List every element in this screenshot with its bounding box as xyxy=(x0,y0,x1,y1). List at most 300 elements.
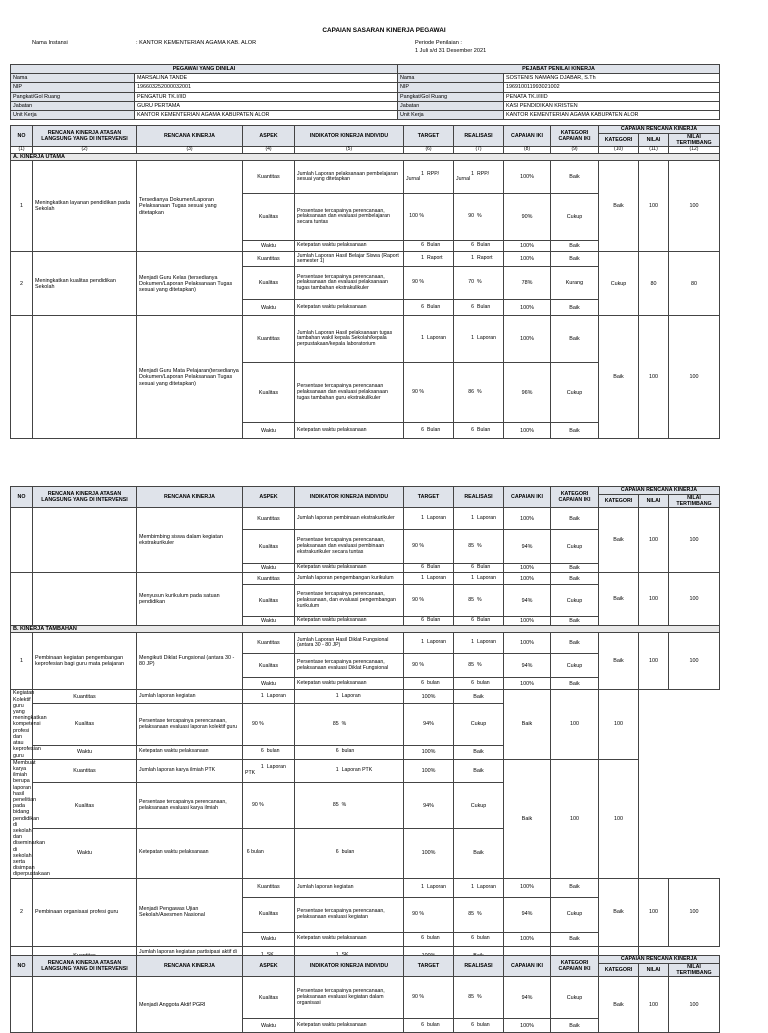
pejabat-value: SOSTENIS NAMANG DJABAR, S.Th xyxy=(504,74,720,83)
pejabat-label: Unit Kerja xyxy=(398,110,504,119)
nilai-tertimbang-cell: 100 xyxy=(669,878,720,946)
realisasi-cell: 6 Bulan xyxy=(454,300,504,316)
aspek-cell: Kuantitas xyxy=(33,690,137,704)
column-number: (1) xyxy=(11,147,33,154)
indikator-cell: Persentase tercapainya perencanaan, pelaksanaan dan evaluasi pembinaan ekstrakurikuler secara tuntas xyxy=(295,530,404,564)
col-nilai-tertimbang: NILAI TERTIMBANG xyxy=(669,964,720,977)
kategori-iki-cell: Baik xyxy=(454,829,504,878)
target-cell: 6 bulan xyxy=(243,745,295,759)
nilai-tertimbang-cell: 100 xyxy=(669,977,720,1033)
aspek-cell: Kualitas xyxy=(243,977,295,1019)
capaian-iki-cell: 100% xyxy=(504,423,551,439)
col-capaian-iki: CAPAIAN IKI xyxy=(504,956,551,977)
pejabat-value: KASI PENDIDIKAN KRISTEN xyxy=(504,101,720,110)
column-number: (5) xyxy=(295,147,404,154)
row-number: 2 xyxy=(11,878,33,946)
capaian-iki-cell: 90% xyxy=(504,194,551,241)
aspek-cell: Kuantitas xyxy=(243,633,295,654)
column-number: (6) xyxy=(404,147,454,154)
capaian-iki-cell: 100% xyxy=(404,745,454,759)
row-number xyxy=(11,573,33,626)
rencana-kinerja: Membuat karya ilmiah berupa laporan hasil penelitian pada bidang pendidikan di sekolah dan diseminarkan di sekolah serta disimpan diperpustakaan xyxy=(11,759,33,878)
capaian-iki-cell: 100% xyxy=(504,878,551,897)
col-capaian-iki: CAPAIAN IKI xyxy=(504,126,551,147)
rencana-kinerja-atasan: Pembinaan organisasi profesi guru xyxy=(33,878,137,946)
realisasi-cell: 85 % xyxy=(454,654,504,678)
capaian-iki-cell: 94% xyxy=(504,977,551,1019)
nilai-tertimbang-cell: 100 xyxy=(669,573,720,626)
pegawai-value: KANTOR KEMENTERIAN AGAMA KABUPATEN ALOR xyxy=(135,110,398,119)
aspek-cell: Kualitas xyxy=(243,585,295,617)
target-cell: 90 % xyxy=(404,585,454,617)
instansi-value: : KANTOR KEMENTERIAN AGAMA KAB. ALOR xyxy=(136,40,257,46)
indikator-cell: Jumlah laporan kegiatan partisipasi aktif di xyxy=(137,946,243,966)
table-header xyxy=(11,487,720,508)
realisasi-cell: 6 bulan xyxy=(295,745,404,759)
kategori-iki-cell: Baik xyxy=(551,508,599,530)
realisasi-cell: 1 Raport xyxy=(454,252,504,267)
column-number: (9) xyxy=(551,147,599,154)
realisasi-cell: 6 Bulan xyxy=(454,241,504,252)
aspek-cell: Waktu xyxy=(243,241,295,252)
realisasi-cell: 85 % xyxy=(454,897,504,932)
aspek-cell: Waktu xyxy=(243,617,295,626)
nilai-cell: 80 xyxy=(639,252,669,316)
indikator-cell: Ketepatan waktu pelaksanaan xyxy=(295,1019,404,1033)
target-cell: 6 bulan xyxy=(404,678,454,690)
indikator-cell: Persentase tercapainya perencanaan, pelaksanaan evaluasi Diklat Fungsional xyxy=(295,654,404,678)
capaian-iki-cell: 100% xyxy=(504,564,551,573)
kategori-rk-cell: Baik xyxy=(504,759,551,878)
realisasi-cell: 85 % xyxy=(295,783,404,829)
kategori-iki-cell: Baik xyxy=(551,161,599,194)
target-cell: 6 Bulan xyxy=(404,423,454,439)
aspek-cell: Waktu xyxy=(33,745,137,759)
pejabat-value: KANTOR KEMENTERIAN AGAMA KABUPATEN ALOR xyxy=(504,110,720,119)
capaian-iki-cell: 100% xyxy=(504,316,551,363)
col-nilai-tertimbang: NILAI TERTIMBANG xyxy=(669,495,720,508)
indikator-cell: Jumlah laporan pengembangan kurikulum xyxy=(295,573,404,585)
capaian-iki-cell: 100% xyxy=(504,573,551,585)
kategori-iki-cell: Baik xyxy=(551,617,599,626)
indikator-cell: Jumlah Laporan Hasil Belajar Siswa (Raport semester 1) xyxy=(295,252,404,267)
target-cell: 90 % xyxy=(404,977,454,1019)
col-kategori-capaian-iki: KATEGORI CAPAIAN IKI xyxy=(551,487,599,508)
periode-value: 1 Juli s/d 31 Desember 2021 xyxy=(415,48,487,54)
indikator-cell: Jumlah Laporan pelaksanaan pembelajaran sesuai yang ditetapkan xyxy=(295,161,404,194)
aspek-cell: Waktu xyxy=(243,423,295,439)
capaian-iki-cell: 96% xyxy=(504,363,551,423)
aspek-cell: Kuantitas xyxy=(243,161,295,194)
kategori-rk-cell: Baik xyxy=(599,316,639,439)
table-row xyxy=(11,161,720,194)
indikator-cell: Jumlah Laporan Hasil pelaksanaan tugas tambahan wakil kepala Sekolah/kepala perpustakaan/kepala laboratorium xyxy=(295,316,404,363)
table-row xyxy=(11,759,720,783)
rencana-kinerja-atasan: Meningkatkan layanan pendidikan pada Sekolah xyxy=(33,161,137,252)
kategori-rk-cell: Baik xyxy=(599,633,639,690)
indikator-cell: Persentase tercapainya perencanaan, pelaksanaan evaluasi kegiatan xyxy=(295,897,404,932)
col-rencana-kinerja-atasan: RENCANA KINERJA ATASAN LANGSUNG YANG DI INTERVENSI xyxy=(33,126,137,147)
col-no: NO xyxy=(11,956,33,977)
indikator-cell: Ketepatan waktu pelaksanaan xyxy=(137,829,243,878)
realisasi-cell: 85 % xyxy=(454,585,504,617)
target-cell: 90 % xyxy=(404,654,454,678)
capaian-iki-cell: 94% xyxy=(404,783,454,829)
col-capaian-rencana-kinerja: CAPAIAN RENCANA KINERJA xyxy=(599,956,720,964)
nilai-cell: 100 xyxy=(639,573,669,626)
realisasi-cell: 1 Laporan xyxy=(454,633,504,654)
target-cell: 6 Bulan xyxy=(404,241,454,252)
target-cell: 6 bulan xyxy=(404,1019,454,1033)
aspek-cell: Waktu xyxy=(243,564,295,573)
nilai-tertimbang-cell: 100 xyxy=(669,508,720,573)
kategori-iki-cell: Cukup xyxy=(454,704,504,746)
kategori-iki-cell: Baik xyxy=(454,759,504,783)
kategori-iki-cell: Baik xyxy=(551,423,599,439)
capaian-iki-cell: 94% xyxy=(504,585,551,617)
capaian-iki-cell: 100% xyxy=(504,617,551,626)
col-capaian-rencana-kinerja: CAPAIAN RENCANA KINERJA xyxy=(599,487,720,495)
kategori-rk-cell: Cukup xyxy=(599,252,639,316)
realisasi-cell: 6 Bulan xyxy=(454,564,504,573)
target-cell: 90 % xyxy=(404,897,454,932)
aspek-cell: Kualitas xyxy=(33,783,137,829)
nilai-cell: 100 xyxy=(639,508,669,573)
column-number: (3) xyxy=(137,147,243,154)
target-cell: 1 Laporan PTK xyxy=(243,759,295,783)
kategori-rk-cell: Baik xyxy=(599,977,639,1033)
realisasi-cell: 85 % xyxy=(454,530,504,564)
aspek-cell: Waktu xyxy=(33,829,137,878)
kategori-iki-cell: Baik xyxy=(551,573,599,585)
capaian-iki-cell: 100% xyxy=(504,633,551,654)
realisasi-cell: 86 % xyxy=(454,363,504,423)
col-nilai: NILAI xyxy=(639,964,669,977)
rencana-kinerja-atasan xyxy=(33,316,137,439)
target-cell: 6 bulan xyxy=(243,829,295,878)
capaian-iki-cell: 94% xyxy=(404,704,454,746)
target-cell: 90 % xyxy=(243,783,295,829)
aspek-cell: Kuantitas xyxy=(33,759,137,783)
capaian-iki-cell: 100% xyxy=(504,678,551,690)
table-row xyxy=(11,878,720,897)
col-aspek: ASPEK xyxy=(243,126,295,147)
realisasi-cell: 1 Laporan xyxy=(454,316,504,363)
capaian-iki-cell: 78% xyxy=(504,267,551,300)
nilai-tertimbang-cell: 100 xyxy=(599,759,639,878)
indikator-cell: Ketepatan waktu pelaksanaan xyxy=(295,564,404,573)
realisasi-cell: 1 Laporan xyxy=(454,573,504,585)
pegawai-label: Pangkat/Gol Ruang xyxy=(11,92,135,101)
column-number: (8) xyxy=(504,147,551,154)
col-aspek: ASPEK xyxy=(243,487,295,508)
realisasi-cell: 1 Laporan PTK xyxy=(295,759,404,783)
col-nilai: NILAI xyxy=(639,495,669,508)
realisasi-cell: 6 bulan xyxy=(454,1019,504,1033)
capaian-iki-cell: 100% xyxy=(504,1019,551,1033)
target-cell: 1 Laporan xyxy=(404,316,454,363)
col-realisasi: REALISASI xyxy=(454,487,504,508)
row-number: 1 xyxy=(11,161,33,252)
rencana-kinerja: Menjadi Anggota Aktif PGRI xyxy=(137,977,243,1033)
aspek-cell: Kualitas xyxy=(33,704,137,746)
table-row xyxy=(11,316,720,363)
aspek-cell: Kuantitas xyxy=(243,573,295,585)
col-rencana-kinerja-atasan: RENCANA KINERJA ATASAN LANGSUNG YANG DI INTERVENSI xyxy=(33,956,137,977)
realisasi-cell: 1 RPP/ Jurnal xyxy=(454,161,504,194)
kategori-iki-cell: Cukup xyxy=(454,783,504,829)
rencana-kinerja-atasan xyxy=(33,508,137,573)
indikator-cell: Persentase tercapainya perencanaan, pelaksanaan evaluasi karya ilmiah xyxy=(137,783,243,829)
realisasi-cell: 85 % xyxy=(454,977,504,1019)
pegawai-label: Unit Kerja xyxy=(11,110,135,119)
periode-label: Periode Penilaian : xyxy=(415,40,462,46)
pegawai-header: PEGAWAI YANG DINILAI xyxy=(11,65,398,74)
kategori-rk-cell: Baik xyxy=(599,508,639,573)
target-cell: 6 Bulan xyxy=(404,300,454,316)
aspek-cell: Kualitas xyxy=(243,363,295,423)
pegawai-value: 196603252000032001 xyxy=(135,83,398,92)
pejabat-label: NIP xyxy=(398,83,504,92)
capaian-iki-cell: 100% xyxy=(504,161,551,194)
target-cell: 1 Laporan xyxy=(404,508,454,530)
aspek-cell: Kuantitas xyxy=(243,508,295,530)
indikator-cell: Persentase tercapainya perencanaan, pelaksanaan evaluasi laporan kolektif guru xyxy=(137,704,243,746)
target-cell: 1 Laporan xyxy=(404,573,454,585)
kinerja-table-page-3 xyxy=(10,955,720,1033)
realisasi-cell: 6 Bulan xyxy=(454,423,504,439)
rencana-kinerja: Menjadi Guru Mata Pelajaran(tersedianya Dokumen/Laporan Pelaksanaan Tugas sesuai yang ditetapkan) xyxy=(137,316,243,439)
kategori-iki-cell: Cukup xyxy=(551,977,599,1019)
target-cell: 1 RPP/ Jurnal xyxy=(404,161,454,194)
indikator-cell: Ketepatan waktu pelaksanaan xyxy=(137,745,243,759)
capaian-iki-cell: 100% xyxy=(404,690,454,704)
indikator-cell: Ketepatan waktu pelaksanaan xyxy=(295,423,404,439)
aspek-cell: Waktu xyxy=(243,678,295,690)
pegawai-value: PENGATUR TK.I/IID xyxy=(135,92,398,101)
pegawai-label: NIP xyxy=(11,83,135,92)
aspek-cell: Kualitas xyxy=(243,267,295,300)
kategori-iki-cell: Cukup xyxy=(551,897,599,932)
aspek-cell: Waktu xyxy=(243,932,295,946)
row-number: 1 xyxy=(11,633,33,690)
table-header xyxy=(11,126,720,154)
nilai-tertimbang-cell: 100 xyxy=(669,316,720,439)
table-header xyxy=(11,956,720,977)
instansi-label: Nama Instansi xyxy=(32,40,68,46)
capaian-iki-cell: 100% xyxy=(504,300,551,316)
col-nilai-tertimbang: NILAI TERTIMBANG xyxy=(669,134,720,147)
pegawai-label: Jabatan xyxy=(11,101,135,110)
row-number xyxy=(11,977,33,1033)
indikator-cell: Jumlah Laporan Hasil Diklat Fungsional (antara 30 - 80 JP) xyxy=(295,633,404,654)
col-rencana-kinerja-atasan: RENCANA KINERJA ATASAN LANGSUNG YANG DI INTERVENSI xyxy=(33,487,137,508)
indikator-cell: Jumlah laporan kegiatan xyxy=(137,690,243,704)
rencana-kinerja: Menjadi Guru Kelas (tersedianya Dokumen/Laporan Pelaksanaan Tugas sesuai yang ditetapkan) xyxy=(137,252,243,316)
nilai-cell: 100 xyxy=(639,633,669,690)
aspek-cell: Kualitas xyxy=(243,530,295,564)
col-target: TARGET xyxy=(404,956,454,977)
column-number: (10) xyxy=(599,147,639,154)
aspek-cell: Kualitas xyxy=(243,897,295,932)
capaian-iki-cell: 100% xyxy=(404,829,454,878)
kategori-iki-cell: Baik xyxy=(551,316,599,363)
kategori-iki-cell: Baik xyxy=(551,1019,599,1033)
col-realisasi: REALISASI xyxy=(454,126,504,147)
target-cell: 6 Bulan xyxy=(404,617,454,626)
aspek-cell: Kualitas xyxy=(243,654,295,678)
section-kinerja-utama: A. KINERJA UTAMA xyxy=(11,154,720,161)
realisasi-cell: 90 % xyxy=(454,194,504,241)
indikator-cell: Jumlah laporan karya ilmiah PTK xyxy=(137,759,243,783)
column-number: (7) xyxy=(454,147,504,154)
row-number: 2 xyxy=(11,252,33,316)
section-kinerja-tambahan: B. KINERJA TAMBAHAN xyxy=(11,626,720,633)
col-kategori: KATEGORI xyxy=(599,964,639,977)
kategori-iki-cell: Cukup xyxy=(551,363,599,423)
col-kategori-capaian-iki: KATEGORI CAPAIAN IKI xyxy=(551,126,599,147)
col-kategori-capaian-iki: KATEGORI CAPAIAN IKI xyxy=(551,956,599,977)
kinerja-table-page-2 xyxy=(10,486,720,967)
col-no: NO xyxy=(11,487,33,508)
col-capaian-rencana-kinerja: CAPAIAN RENCANA KINERJA xyxy=(599,126,720,134)
pejabat-value: 196910011993021002 xyxy=(504,83,720,92)
indikator-cell: Persentase tercapainya perencanaan pelaksanaan dan evaluasi pelaksanaan tugas tambahan guru ekstrakulikuler xyxy=(295,363,404,423)
kategori-iki-cell: Kurang xyxy=(551,267,599,300)
target-cell: 90 % xyxy=(243,704,295,746)
pejabat-value: PENATA TK.I/IIID xyxy=(504,92,720,101)
row-number xyxy=(11,316,33,439)
kinerja-table-page-1 xyxy=(10,125,720,439)
capaian-iki-cell: 100% xyxy=(504,241,551,252)
col-kategori: KATEGORI xyxy=(599,134,639,147)
kategori-iki-cell: Cukup xyxy=(551,585,599,617)
realisasi-cell: 6 bulan xyxy=(454,932,504,946)
col-kategori: KATEGORI xyxy=(599,495,639,508)
capaian-iki-cell: 100% xyxy=(404,759,454,783)
kategori-iki-cell: Baik xyxy=(551,252,599,267)
kategori-iki-cell: Baik xyxy=(551,878,599,897)
realisasi-cell: 1 Laporan xyxy=(295,690,404,704)
table-row xyxy=(11,690,720,704)
aspek-cell: Kuantitas xyxy=(243,316,295,363)
indikator-cell: Jumlah laporan pembinaan ekstrakurikuler xyxy=(295,508,404,530)
capaian-iki-cell: 94% xyxy=(504,530,551,564)
indikator-cell: Ketepatan waktu pelaksanaan xyxy=(295,932,404,946)
aspek-cell: Waktu xyxy=(243,1019,295,1033)
rencana-kinerja-atasan: Pembinaan kegiatan pengembangan keprofesian bagi guru mata pelajaran xyxy=(33,633,137,690)
indikator-cell: Ketepatan waktu pelaksanaan xyxy=(295,678,404,690)
kategori-iki-cell: Baik xyxy=(551,300,599,316)
kategori-iki-cell: Baik xyxy=(551,633,599,654)
aspek-cell: Kuantitas xyxy=(243,252,295,267)
capaian-iki-cell: 100% xyxy=(504,508,551,530)
kategori-rk-cell: Baik xyxy=(599,878,639,946)
table-row xyxy=(11,633,720,654)
pegawai-value: GURU PERTAMA xyxy=(135,101,398,110)
col-realisasi: REALISASI xyxy=(454,956,504,977)
target-cell: 90 % xyxy=(404,530,454,564)
target-cell: 100 % xyxy=(404,194,454,241)
rencana-kinerja-atasan: Meningkatkan kualitas pendidikan Sekolah xyxy=(33,252,137,316)
kategori-iki-cell: Baik xyxy=(551,564,599,573)
column-number: (11) xyxy=(639,147,669,154)
rencana-kinerja-atasan xyxy=(33,977,137,1033)
indikator-cell: Ketepatan waktu pelaksanaan xyxy=(295,300,404,316)
col-capaian-iki: CAPAIAN IKI xyxy=(504,487,551,508)
rencana-kinerja: Mengikuti Diklat Fungsional (antara 30 - 80 JP) xyxy=(137,633,243,690)
rencana-kinerja: Menyusun kurikulum pada satuan pendidikan xyxy=(137,573,243,626)
indikator-cell: Ketepatan waktu pelaksanaan xyxy=(295,617,404,626)
rencana-kinerja: Menjadi Pengawas Ujian Sekolah/Asesmen Nasional xyxy=(137,878,243,946)
kategori-iki-cell: Cukup xyxy=(551,530,599,564)
target-cell: 90 % xyxy=(404,267,454,300)
rencana-kinerja: Tersedianya Dokumen/Laporan Pelaksanaan Tugas sesuai yang ditetapkan xyxy=(137,161,243,252)
kategori-iki-cell: Baik xyxy=(551,241,599,252)
pejabat-label: Pangkat/Gol Ruang xyxy=(398,92,504,101)
capaian-iki-cell: 94% xyxy=(504,897,551,932)
nilai-cell: 100 xyxy=(639,316,669,439)
pejabat-header: PEJABAT PENILAI KINERJA xyxy=(398,65,720,74)
column-number: (4) xyxy=(243,147,295,154)
nilai-cell: 100 xyxy=(551,690,599,759)
column-number: (12) xyxy=(669,147,720,154)
aspek-cell: Kuantitas xyxy=(243,878,295,897)
realisasi-cell: 6 bulan xyxy=(454,678,504,690)
target-cell: 1 Raport xyxy=(404,252,454,267)
kategori-iki-cell: Baik xyxy=(551,932,599,946)
nilai-cell: 100 xyxy=(551,759,599,878)
indikator-cell: Persentase tercapainya perencanaan, pelaksanaan dan evaluasi pelaksanaan tugas tambahan ekstrakulikuler xyxy=(295,267,404,300)
capaian-iki-cell: 94% xyxy=(504,654,551,678)
pegawai-value: MARSALINA TANDE xyxy=(135,74,398,83)
realisasi-cell: 70 % xyxy=(454,267,504,300)
realisasi-cell: 6 bulan xyxy=(295,829,404,878)
rencana-kinerja: Membimbing siswa dalam kegiatan ekstrakurikuler xyxy=(137,508,243,573)
nilai-cell: 100 xyxy=(639,878,669,946)
kategori-rk-cell: Baik xyxy=(599,573,639,626)
target-cell: 1 Laporan xyxy=(404,633,454,654)
target-cell: 1 Laporan xyxy=(243,690,295,704)
kategori-iki-cell: Baik xyxy=(454,690,504,704)
kategori-iki-cell: Baik xyxy=(551,678,599,690)
col-indikator: INDIKATOR KINERJA INDIVIDU xyxy=(295,487,404,508)
column-number: (2) xyxy=(33,147,137,154)
target-cell: 90 % xyxy=(404,363,454,423)
col-rencana-kinerja: RENCANA KINERJA xyxy=(137,487,243,508)
indikator-cell: Prosentase tercapainya perencanaan, pelaksanaan dan evaluasi pembelajaran secara tuntas xyxy=(295,194,404,241)
col-aspek: ASPEK xyxy=(243,956,295,977)
kategori-iki-cell: Cukup xyxy=(551,194,599,241)
rencana-kinerja: Kegiatan Kolektif guru yang meningkatkan kompetensi profesi dan atau keprofesian guru xyxy=(11,690,33,759)
pegawai-label: Nama xyxy=(11,74,135,83)
target-cell: 6 bulan xyxy=(404,932,454,946)
nilai-cell: 100 xyxy=(639,161,669,252)
kategori-rk-cell: Baik xyxy=(599,161,639,252)
nilai-tertimbang-cell: 80 xyxy=(669,252,720,316)
pejabat-label: Nama xyxy=(398,74,504,83)
col-indikator: INDIKATOR KINERJA INDIVIDU xyxy=(295,956,404,977)
table-row xyxy=(11,977,720,1019)
col-rencana-kinerja: RENCANA KINERJA xyxy=(137,126,243,147)
table-row xyxy=(11,508,720,530)
nilai-tertimbang-cell: 100 xyxy=(669,633,720,690)
aspek-cell: Waktu xyxy=(243,300,295,316)
col-indikator: INDIKATOR KINERJA INDIVIDU xyxy=(295,126,404,147)
row-number xyxy=(11,508,33,573)
info-table xyxy=(10,64,720,120)
indikator-cell: Persentase tercapainya perencanaan, pelaksanaan evaluasi kegiatan dalam organisasi xyxy=(295,977,404,1019)
